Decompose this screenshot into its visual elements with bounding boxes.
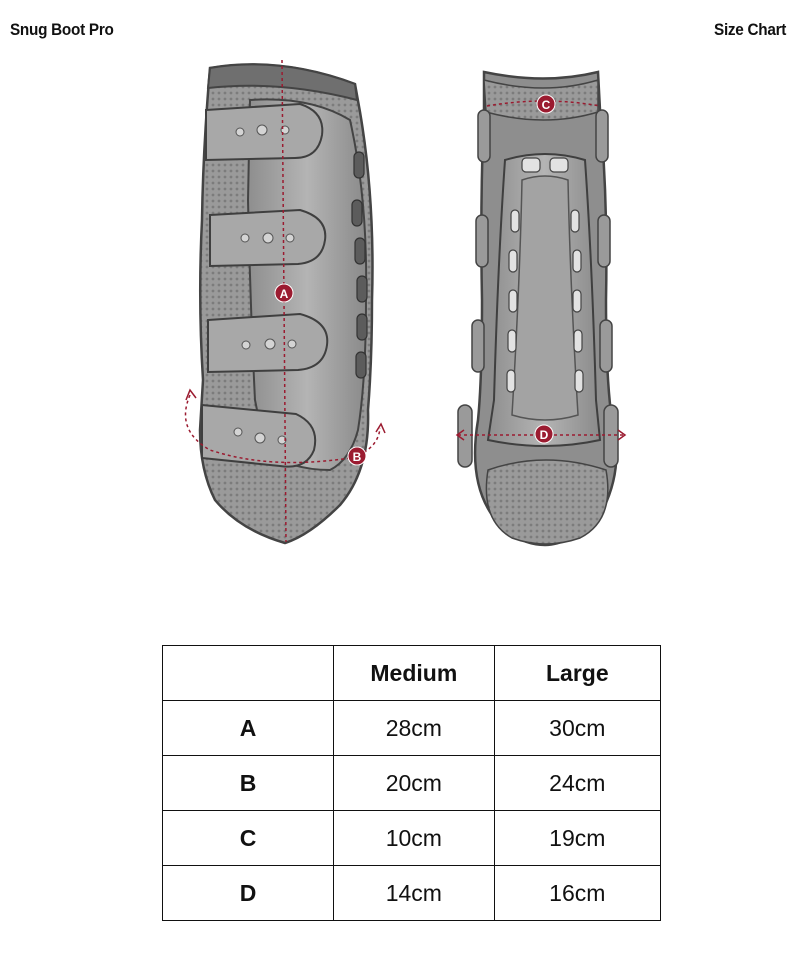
row-label: C bbox=[163, 811, 334, 866]
medium-value: 28cm bbox=[334, 701, 495, 756]
large-value: 16cm bbox=[494, 866, 660, 921]
marker-c bbox=[537, 95, 555, 113]
medium-value: 20cm bbox=[334, 756, 495, 811]
table-row bbox=[163, 811, 661, 866]
row-label: A bbox=[163, 701, 334, 756]
table-header-medium: Medium bbox=[334, 646, 495, 701]
medium-value: 14cm bbox=[334, 866, 495, 921]
large-value: 19cm bbox=[494, 811, 660, 866]
medium-value: 10cm bbox=[334, 811, 495, 866]
large-value: 30cm bbox=[494, 701, 660, 756]
table-row bbox=[163, 756, 661, 811]
svg-text:A: A bbox=[279, 287, 289, 301]
front-view-boot bbox=[457, 72, 625, 545]
marker-a bbox=[275, 284, 293, 302]
svg-text:C: C bbox=[541, 98, 551, 112]
large-value: 24cm bbox=[494, 756, 660, 811]
row-label: D bbox=[163, 866, 334, 921]
size-table bbox=[162, 645, 661, 921]
table-header-large: Large bbox=[494, 646, 660, 701]
marker-b bbox=[348, 447, 366, 465]
svg-text:D: D bbox=[539, 428, 549, 442]
table-row bbox=[163, 866, 661, 921]
marker-d bbox=[535, 425, 553, 443]
size-chart-label: Size Chart bbox=[713, 20, 786, 39]
svg-text:B: B bbox=[352, 450, 362, 464]
row-label: B bbox=[163, 756, 334, 811]
table-row bbox=[163, 701, 661, 756]
table-header-empty bbox=[163, 646, 334, 701]
product-title: Snug Boot Pro bbox=[10, 20, 114, 39]
table-header-row bbox=[163, 646, 661, 701]
